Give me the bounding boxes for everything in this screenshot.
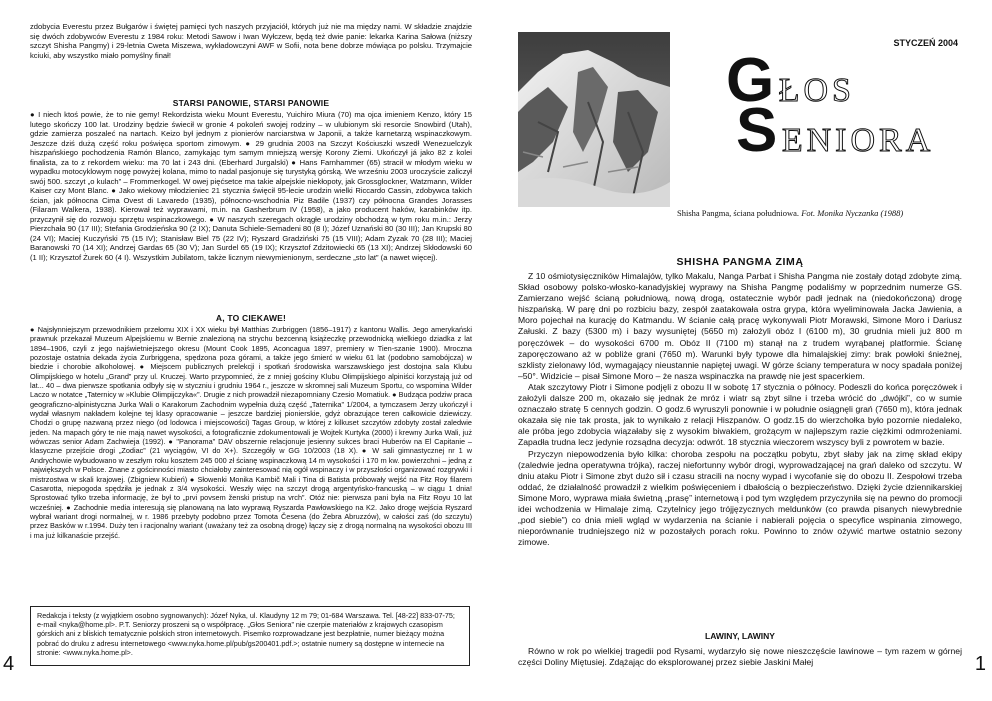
caption-text: Shisha Pangma, ściana południowa.	[677, 208, 800, 218]
article-paragraph-1: Z 10 ośmiotysięczników Himalajów, tylko Makalu, Nanga Parbat i Shisha Pangma nie zostały dotąd zdobyte zimą. Skład osobowy polsko-włosko-kanadyjskiej wyprawy na Shisha Pangmę podaliśmy w poprzednim numerze GS. Zamierzano wejść ścianą południową, nową drogą, ostatecznie wybór padł jednak na (niedokończoną) drogę hiszpańską. W parę dni po rozbiciu bazy, zespół zaatakowała ostra grypa, która wyeliminowała Jacka Jawienia, a Moro pojechał na kurację do Katmandu. W ścianie całą pracę wykonywali Piotr Morawski, Simone Moro i Dariusz Załuski. Z bazy (5300 m) i bazy wysuniętej (5650 m) założyli obóz I (6100 m), 30 grudnia mieli już 800 m poręczówek – do wysokości 6700 m. Obóz II (7100 m) stanął na z trudem wyrąbanej platformie. Ścianę zaporęczowano aż w pobliże grani (7650 m). Warunki były typowe dla himalajskiej zimy: brak powłoki śnieżnej, szklisty zielonawy lód, wymagający nieustannie napiętej uwagi. W górze ściany temperatura w nocy spadała poniżej –50°. Widzicie – pisał Simone Moro – że nasza wspinaczka na prawdę nie jest spacerkiem.	[518, 271, 962, 381]
caption-credit: Fot. Monika Nyczanka (1988)	[801, 208, 904, 218]
masthead-word-los: ŁOS	[778, 72, 855, 109]
article-paragraph-3: Przyczyn niepowodzenia było kilka: choroba zespołu na początku pobytu, zbyt słaby jak na zimę skład ekipy (zaledwie jedna operatywna trójka), raczej niefortunny wybór drogi, wyprowadzającej na grań daleko od szczytu. W dniu ataku Piotr i Simone zbyt dużo sił i czasu stracili na nocny wypad i wycofanie się do obozu II. Zespołowi trzeba oddać, że działalność prowadził z wielkim poświęceniem i dbałością o bezpieczeństwo. Dzięki życie dziennikarskiej Simone Moro, wyprawa miała świetną „prasę” internetową i pod tym względem przyczyniła się na pewno do promocji idei wchodzenia w Himalaje zimą. Czytelnicy jego trójjęzycznych meldunków (co prawda pisanych niewybrednie „pod siebie”) co dnia mieli wgląd w wydarzenia na ścianie i nabierali pojęcia o specyfice wspinania zimowego, nieporównanie trudniejszego niż w pozostałych porach roku. Powinno to znów ożywić martwe ostatnio sezony zimowe.	[518, 448, 962, 548]
section-text-starsi-panowie: ● I niech ktoś powie, że to nie gemy! Rekordzista wieku Mount Everestu, Yuichiro Miura (70) ma ojca imieniem Kenzo, który 15 lutego skończy 100 lat. Urodziny będzie świecił w gronie 4 pokoleń swojej rodziny – w ulubionym ski resorcie Snowbird (Utah), gdzie zamierza poszaleć na nartach. Keizo był jednym z pionierów narciarstwa w Japonii, a także karnetarzą wspinaczkowym. Jeszcze dziś dużą część roku poświęca sportom zimowym. ● 29 grudnia 2003 na Szczyt Kościuszki wszedł Wenezuelczyk hiszpańskiego pochodzenia Ramón Blanco, zamykając tym samym mniejszą wersję Korony Ziemi. Ukończył já jako 82 z kolei finalista, za to z rekordem wieku: ma 70 lat i 243 dni. (Eberhard Jurgalski) ● Hans Farnhammer (65) stracił w młodym wieku w wypadku motocyklowym nogę powyżej kolana, mimo to nadal pasjonuje się turystyką górską. We wrześniu 2003 uroczyście zaliczył swój 500. szczyt „o kulach” – Frommerkogel. W owej pięćsetce ma takie alpejskie niekłopoty, jak Grossglockner, Watzmann, Wilder Kaiser czy Mont Blanc. ● Jako wiekowy młodzieniec 21 stycznia święcił 95-lecie urodzin wielki Riccardo Cassin, zdobywca takich ścian, jak północna Cima Ovest di Lavaredo (1935), północno-wschodnia Piz Badile (1937) czy północna Grandes Jorasses (Filaram Walkera, 1938). Kierował też wyprawami, m.in. na Gasherbrum IV (1958), a jako producent haków, karabinków itp. przyczynił się do rozwoju sprzętu wspinaczkowego. ● W naszych szeregach okrągłe urodziny obchodzą w tym roku m.in.: Jerzy Pierzchała 90 (17 III); Stefania Grodzieńska 90 (2 IX); Danuta Schiele-Semadeni 80 (8 I); Józef Uznański 80 (30 III); Jan Krupski 80 (24 VI); Maciej Kuczyński 75 (15 IV); Stanisław Biel 75 (22 IV); Ryszard Gradziński 75 (15 VIII); Adam Zyzak 70 (28 III); Maciej Baranowski 70 (14 XI); Andrzej Gardas 65 (30 V); Jan Surdel 65 (19 IX); Krzysztof Zdzitowiecki 65 (13 XI); Andrzej Skłodowski 60 (1 II); Krzysztof Żurek 60 (4 I). Wszystkim Jubilatom, także licznym niewymienionym, serdeczne „sto lat” (a nawet więcej).	[30, 110, 472, 262]
mountain-photo	[518, 32, 670, 207]
masthead-word-eniora: ENIORA	[781, 122, 935, 159]
section-title-starsi-panowie: STARSI PANOWIE, STARSI PANOWIE	[172, 98, 330, 108]
shisha-pangma-photo-image	[518, 32, 670, 207]
issue-date: STYCZEŃ 2004	[893, 38, 958, 48]
section-text-lawiny	[518, 646, 962, 668]
photo-caption	[677, 208, 957, 218]
intro-paragraph: zdobycia Everestu przez Bułgarów i świętej pamięci tych naszych przyjaciół, których już nie ma między nami. W składzie znajdzie się dwóch zdobywców Everestu z 1984 roku: Metodi Sawow i Iwan Wyłczew, będą też dwie panie: lekarka Karina Sałowa (niższy szczyt Shisha Pangmy) i 29-letnia Cweta Miszewa, wykładowczyni AWF w Sofii, nota bene dobrze mówiąca po polsku. Trzymajcie kciuki, aby wszystko miało pomyślny finał!	[30, 22, 472, 60]
editorial-footer-box	[30, 606, 470, 666]
lawiny-paragraph: Równo w rok po wielkiej tragedii pod Rysami, wydarzyło się nowe nieszczęście lawinowe – tym razem w górnej części Doliny Miętusiej. Zdążając do eksplorowanej przez siebie Jaskini Małej	[518, 646, 962, 668]
article-paragraph-2: Atak szczytowy Piotr i Simone podjęli z obozu II w sobotę 17 stycznia o północy. Podeszli do końca poręczówek i założyli dalsze 200 m, okazało się jednak że mróz i wiatr są zbyt silne i trzeba wrócić do „dwójki”, co w sumie oznaczało stratę 5 cennych godzin. O godz.6 wyruszyli ponownie i w południe osiągnęli grań (7650 m), która jednak okazała się nie tak prosta, jak to wynikało z relacji Hiszpanów. O godz.15 do wierzchołka było pozornie niedaleko, ale próba jego zdobycia wiązałaby się z wysokim biwakiem, grożącym w najlepszym razie ciężkimi odmrożeniami. Zapadła trudna lecz jedynie rozsądna decyzja: odwrót. 18 stycznia wieczorem wszyscy byli z powrotem w bazie.	[518, 381, 962, 448]
editorial-footer-text: Redakcja i teksty (z wyjątkiem osobno sygnowanych): Józef Nyka, ul. Klaudyny 12 m 79; 01-684 Warszawa. Tel. [48-22] 833-07-75; e-mail <nyka@home.pl>. P.T. Seniorzy proszeni są o współpracę. „Głos Seniora” nie czerpie materiałów z krajowych czasopism górskich ani z bliskich tematycznie polskich stron internetowych. Pisemko rozprowadzane jest bezpłatnie, numer bieżący można pobrać do druku z adresu internetowego <www.nyka.home.pl/pub/gs200401.pdf.>; ostatnie numery są dostępne w internecie na stronie: <www.nyka.home.pl>.	[37, 611, 455, 657]
section-title-lawiny: LAWINY, LAWINY	[705, 631, 775, 641]
masthead-initial-g: G	[726, 46, 775, 115]
right-page	[496, 0, 992, 701]
article-body	[518, 271, 962, 548]
masthead-logo	[726, 46, 966, 165]
section-text-to-ciekawe: ● Najsłynniejszym przewodnikiem przełomu XIX i XX wieku był Matthias Zurbriggen (1856–1917) z kantonu Wallis. Jego amerykański prawnuk przekazał Muzeum Alpejskiemu w Bernie znalezioną na strychu bezcenną książeczkę przewodnicką wielkiego dziadka z lat 1894–1906, czyli z jego najświetniejszego okresu (Mount Cook 1895, Aconcagua 1897, premiery w Tien-szanie 1900). Mroczna pozostaje ostatnia dekada życia Zurbriggena, spędzona poza górami, a także jego śmierć w wieku 61 lat (podobno samobójcza) w biedzie i chorobie alkoholowej. ● Miejscem publicznych prelekcji i spotkań środowiska warszawskiego jest dostojna sala Klubu Olimpijskiego w hotelu „Grand” przy ul. Kruczej. Warto przypomnieć, że z mniej gościny Klubu Olimpijskiego alpiniści korzystają już od lat... 40 – dwa pierwsze spotkania odbyły się w styczniu i grudniu 1964 r., jeszcze w skromnej sali Muzeum Sportu, co wspomina Wilder Laczo w notatce „Taternicy w »Klubie Olimpijczyka«”. Drugie z nich prowadził niezapomniany Czesio Momatiuk. ● Budząca podziw praca geograficzno-alpinistyczna Jurka Wali o Karakorum Zachodnim wypełnia dużą część „Taternika” 1/2004, a tymczasem Jerzy ukończył i wydał własnym nakładem kolejne tej klasy opracowanie – jeszcze bardziej pionierskie, gdyż obrazujące teren całkowicie dziewiczy. Chodzi o grupę nazwaną przez niego (od lodowca i miejscowości) Tagas Group, w której z kilkuset szczytów zdobyty został zaledwie jeden. Na mapach góry te nie mają nawet wysokości, a fotograficznie zdokumentowali je Wojtek Kurtyka (2000) i krewny Jurka Wali, już wówczas senior Adam Zachwieja (1992). ● "Panorama" DAV obszernie relacjonuje jesienny sukces braci Huberów na El Capitanie – klasyczne przejście drogi „Zodiac” (21 wyciągów, VI do X+). Szczegóły w GG 10/2003 (18 X). ● W sali gimnastycznej nr 1 w Andrychowie wybudowano w zeszłym roku kosztem 245 000 zł ścianę wspinaczkową 14 m wysokości i 170 m kw. powierzchni – jedną z największych w Polsce. Znane z gościnności miasto chciałoby zainteresować nią ogół wspinaczy i w przyszłości organizować rozgrywki i mistrzostwa w skali krajowej. (Zbigniew Kubień) ● Słowenki Monika Kambič Mali i Tina di Batista próbowały wejść na Fitz Roy filarem Casarotta, niepogoda spędziła je jednak z 3/4 wysokości. Weszły więc na szczyt drogą argentyńsko-francuską – w ciągu 1 dnia! Sprostować tylko trzeba informację, że był to „prvi povsem ženski pristup na vrch”. Otóż nie: pierwsza pani była na Fitz Royu 10 lat wcześniej. ● Zachodnie media interesują się planowaną na lato wyprawą Ryszarda Pawłowskiego na K2. Jako drogę wejścia Ryszard wybrał wariant drogi normalnej, w r. 1986 przebyty podobno przez Tomota Česena (do Żebra Abruzzów), w całości zaś (do szczytu) przez Basków w r.1994. Duży ten i racjonalny wariant (uważany też za osobną drogę) łączy się z drogą normalną na wysokości obozu III i ma już kilkanaście przejść.	[30, 325, 473, 540]
page-number-left: 4	[3, 653, 15, 675]
masthead-initial-s: S	[736, 96, 778, 165]
article-title: SHISHA PANGMA ZIMĄ	[676, 256, 804, 268]
page-number-right: 1	[974, 653, 986, 675]
section-title-to-ciekawe: A, TO CIEKAWE!	[215, 313, 287, 323]
